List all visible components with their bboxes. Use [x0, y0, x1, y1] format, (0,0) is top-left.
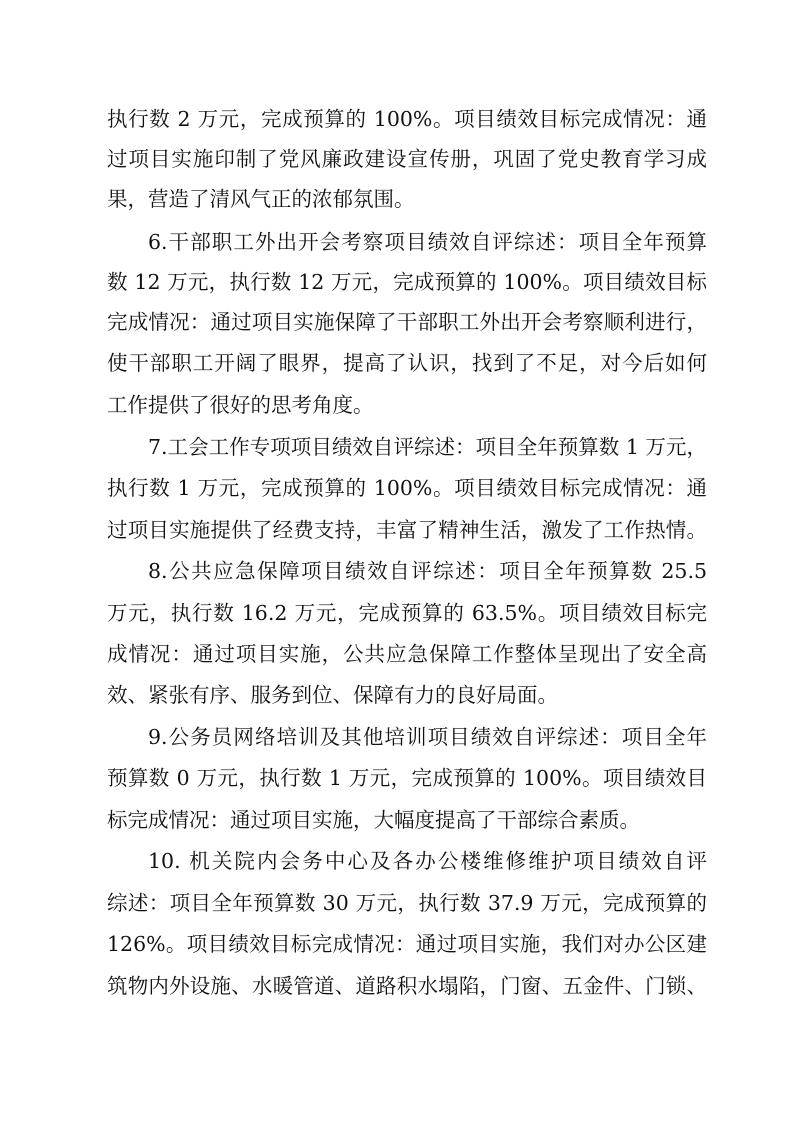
paragraph-first-line: 6.干部职工外出开会考察项目绩效自评综述：项目全年预算: [148, 230, 707, 254]
text-line: 筑物内外设施、水暖管道、道路积水塌陷，门窗、五金件、门锁、: [107, 974, 707, 998]
paragraph-first-line: 10. 机关院内会务中心及各办公楼维修维护项目绩效自评: [148, 849, 707, 873]
text-line: 完成情况：通过项目实施保障了干部职工外出开会考察顺利进行，: [107, 310, 707, 334]
text-line: 使干部职工开阔了眼界，提高了认识，找到了不足，对今后如何: [107, 351, 707, 375]
paragraph-first-line: 7.工会工作专项项目绩效自评综述：项目全年预算数 1 万元，: [148, 435, 707, 459]
text-line: 标完成情况：通过项目实施，大幅度提高了干部综合素质。: [107, 808, 640, 832]
text-line: 过项目实施提供了经费支持，丰富了精神生活，激发了工作热情。: [107, 518, 707, 542]
text-line: 执行数 2 万元，完成预算的 100%。项目绩效目标完成情况：通: [107, 107, 707, 131]
text-line: 果，营造了清风气正的浓郁氛围。: [107, 187, 415, 211]
text-line: 万元，执行数 16.2 万元，完成预算的 63.5%。项目绩效目标完: [107, 601, 707, 625]
text-line: 工作提供了很好的思考角度。: [107, 393, 374, 417]
text-line: 效、紧张有序、服务到位、保障有力的良好局面。: [107, 683, 558, 707]
paragraph-first-line: 8.公共应急保障项目绩效自评综述：项目全年预算数 25.5: [148, 559, 707, 583]
text-line: 成情况：通过项目实施，公共应急保障工作整体呈现出了安全高: [107, 642, 707, 666]
text-line: 综述：项目全年预算数 30 万元，执行数 37.9 万元，完成预算的: [107, 891, 707, 915]
text-line: 执行数 1 万元，完成预算的 100%。项目绩效目标完成情况：通: [107, 476, 707, 500]
paragraph-first-line: 9.公务员网络培训及其他培训项目绩效自评综述：项目全年: [148, 725, 707, 749]
text-line: 数 12 万元，执行数 12 万元，完成预算的 100%。项目绩效目标: [107, 270, 707, 294]
text-line: 126%。项目绩效目标完成情况：通过项目实施，我们对办公区建: [107, 932, 707, 956]
text-line: 过项目实施印制了党风廉政建设宣传册，巩固了党史教育学习成: [107, 147, 707, 171]
text-line: 预算数 0 万元，执行数 1 万元，完成预算的 100%。项目绩效目: [107, 766, 707, 790]
